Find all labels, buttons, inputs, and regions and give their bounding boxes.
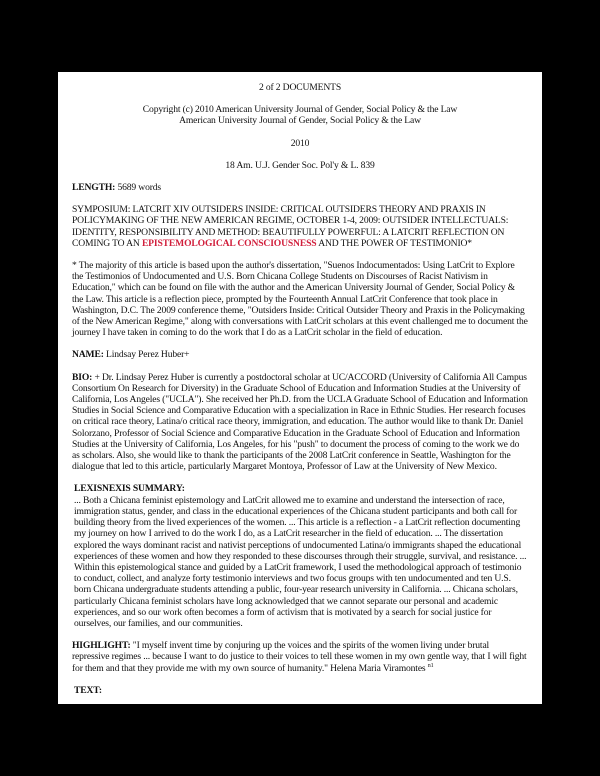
- copyright-line: Copyright (c) 2010 American University Journal of Gender, Social Policy & the Law: [142, 104, 458, 116]
- length-label: LENGTH:: [72, 182, 116, 194]
- highlight-label: HIGHLIGHT:: [72, 640, 131, 652]
- bio-field: [72, 372, 528, 473]
- document-count: 2 of 2 DOCUMENTS: [258, 82, 342, 93]
- author-name: Lindsay Perez Huber+: [103, 349, 190, 361]
- citation: 18 Am. U.J. Gender Soc. Pol'y & L. 839: [225, 159, 375, 171]
- summary-body: ... Both a Chicana feminist epistemology and LatCrit allowed me to examine and understand the intersection of race, immigration status, gender, and class in the educational experiences of the Chicana student participants and both call for building theory from the lived experiences of the women. ... This article is a reflection - a LatCrit reflection documenting my journey on how I arrived to do the work I do, as a LatCrit researcher in the field of education. ... The dissertation explored the ways dominant racist and nativist perceptions of undocumented Latina/o immigrants shaped the educational experiences of these women and how they responded to these discourses through their struggle, survival, and resistance. ... Within this epistemological stance and guided by a LatCrit framework, I used the methodological approach of testimonio to conduct, collect, and analyze forty testimonio interviews and two focus groups with ten undocumented and ten U.S. born Chicana undergraduate students attending a public, four-year research university in California. ... Chicana scholars, particularly Chicana feminist scholars have long acknowledged that we cannot separate our personal and academic experiences, and so our work often becomes a form of activism that is motivated by a search for social justice for ourselves, our families, and our communities.: [74, 494, 527, 629]
- length-value: 5689 words: [115, 182, 161, 194]
- highlight-quote: "I myself invent time by conjuring up the voices and the spirits of the women living under brutal repressive regimes ... because I want to do justice to their voices to tell these women in my own gentle way, that I will fight for them and that they provide me with my own source of humanity." Helena Maria Viramontes: [72, 640, 527, 674]
- search-term-highlight: EPISTEMOLOGICAL CONSCIOUSNESS: [141, 237, 317, 249]
- summary-header: [72, 483, 528, 494]
- highlight-field: [72, 640, 528, 674]
- name-field: [72, 349, 528, 360]
- title-footnote: * The majority of this article is based upon the author's dissertation, "Suenos Indocumentados: Using LatCrit to Explore the Testimonios of Undocumented and U.S. Born Chicana College Students on Discourses of Racist Nativism in Education," which can be found on file with the author and the American University Journal of Gender, Social Policy & the Law. This article is a reflection piece, prompted by the Fourteenth Annual LatCrit Conference that took place in Washington, D.C. The 2009 conference theme, "Outsiders Inside: Critical Outsider Theory and Praxis in the Policymaking of the New American Regime," along with conversations with LatCrit scholars at this event challenged me to document the journey I have taken in coming to do the work that I do as a LatCrit scholar in the field of education.: [72, 260, 528, 339]
- journal-name: American University Journal of Gender, Social Policy & the Law: [179, 115, 421, 127]
- summary-label: LEXISNEXIS SUMMARY:: [74, 483, 185, 495]
- text-label: TEXT:: [74, 684, 102, 696]
- document-page: [58, 72, 542, 704]
- title-text: SYMPOSIUM: LATCRIT XIV OUTSIDERS INSIDE: CRITICAL OUTSIDERS THEORY AND PRAXIS IN POLICYMAKING OF THE NEW AMERICAN REGIME, OCTOBER 1-4, 2009: OUTSIDER INTELLECTUALS: IDENTITY, RESPONSIBILITY AND METHOD: BEAUTIFULLY POWERFUL: A LATCRIT REFLECTION ON COMING TO AN: [72, 204, 509, 249]
- title-text-end: AND THE POWER OF TESTIMONIO*: [316, 237, 472, 249]
- bio-text: + Dr. Lindsay Perez Huber is currently a postdoctoral scholar at UC/ACCORD (University of California All Campus Consortium On Research for Diversity) in the Graduate School of Education and Information Studies at the University of California, Los Angeles ("UCLA"). She received her Ph.D. from the UCLA Graduate School of Education and Information Studies in Social Science and Comparative Education with a specialization in Race in Ethnic Studies. Her research focuses on critical race theory, Latina/o critical race theory, immigration, and education. The author would like to thank Dr. Daniel Solorzano, Professor of Social Science and Comparative Education in the Graduate School of Education and Information Studies at the University of California, Los Angeles, for his "push" to document the process of coming to the work we do as scholars. Also, she would like to thank the participants of the 2008 LatCrit conference in Seattle, Washington for the dialogue that led to this article, particularly Margaret Montoya, Professor of Law at the University of New Mexico.: [72, 371, 528, 473]
- bio-label: BIO:: [72, 371, 93, 383]
- publication-year: 2010: [290, 137, 310, 149]
- article-title: [72, 204, 528, 249]
- summary-text: [72, 495, 528, 629]
- name-label: NAME:: [72, 349, 104, 361]
- footnote-link-n1[interactable]: n1: [427, 662, 434, 669]
- length-field: [72, 182, 528, 193]
- text-header: [72, 685, 528, 696]
